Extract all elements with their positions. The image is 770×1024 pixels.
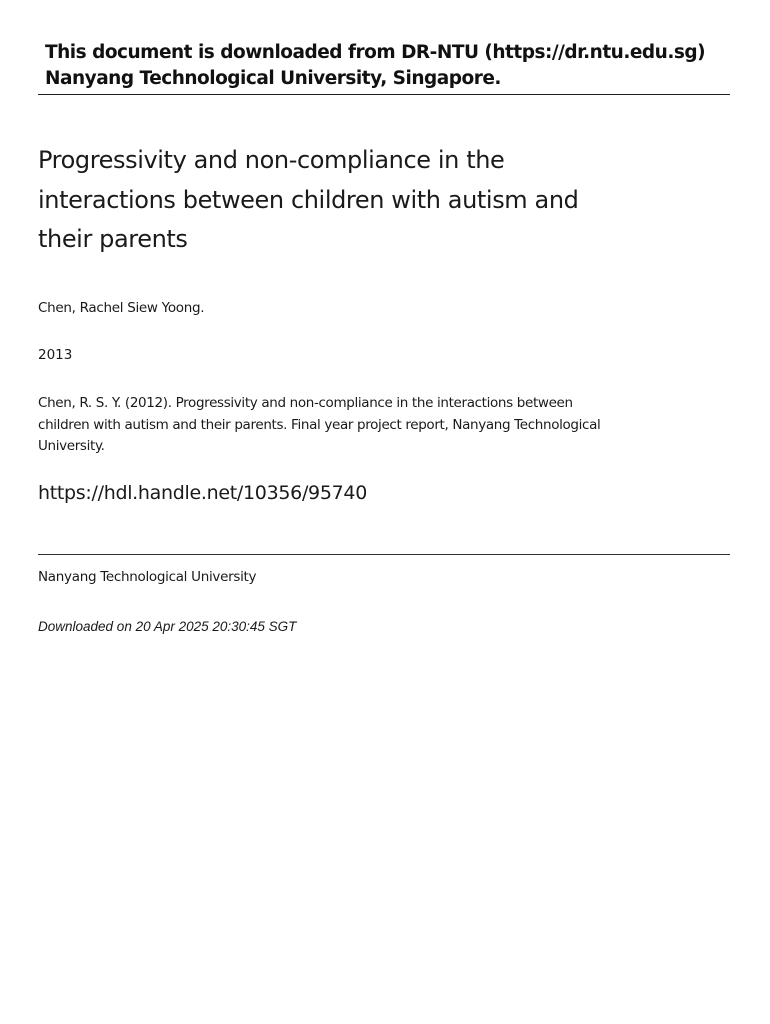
divider [38,554,730,555]
header-university-name: Nanyang Technological University, Singapore. [45,68,501,89]
institution-name: Nanyang Technological University [38,569,257,585]
citation-line-3: University. [38,438,105,454]
title-line-3: their parents [38,225,188,253]
title-line-1: Progressivity and non-compliance in the [38,146,505,174]
citation-text [38,393,638,458]
download-timestamp: Downloaded on 20 Apr 2025 20:30:45 SGT [38,619,297,634]
publication-year: 2013 [38,347,73,363]
handle-link[interactable]: https://hdl.handle.net/10356/95740 [38,482,367,504]
document-title [38,141,638,260]
title-line-2: interactions between children with autism and [38,185,579,214]
author-name: Chen, Rachel Siew Yoong. [38,300,205,316]
citation-line-1: Chen, R. S. Y. (2012). Progressivity and non-compliance in the interactions between [38,395,573,411]
header-download-notice: This document is downloaded from DR‑NTU (https://dr.ntu.edu.sg) [45,42,706,63]
citation-line-2: children with autism and their parents. Final year project report, Nanyang Technological [38,416,601,433]
repository-header [38,40,730,95]
